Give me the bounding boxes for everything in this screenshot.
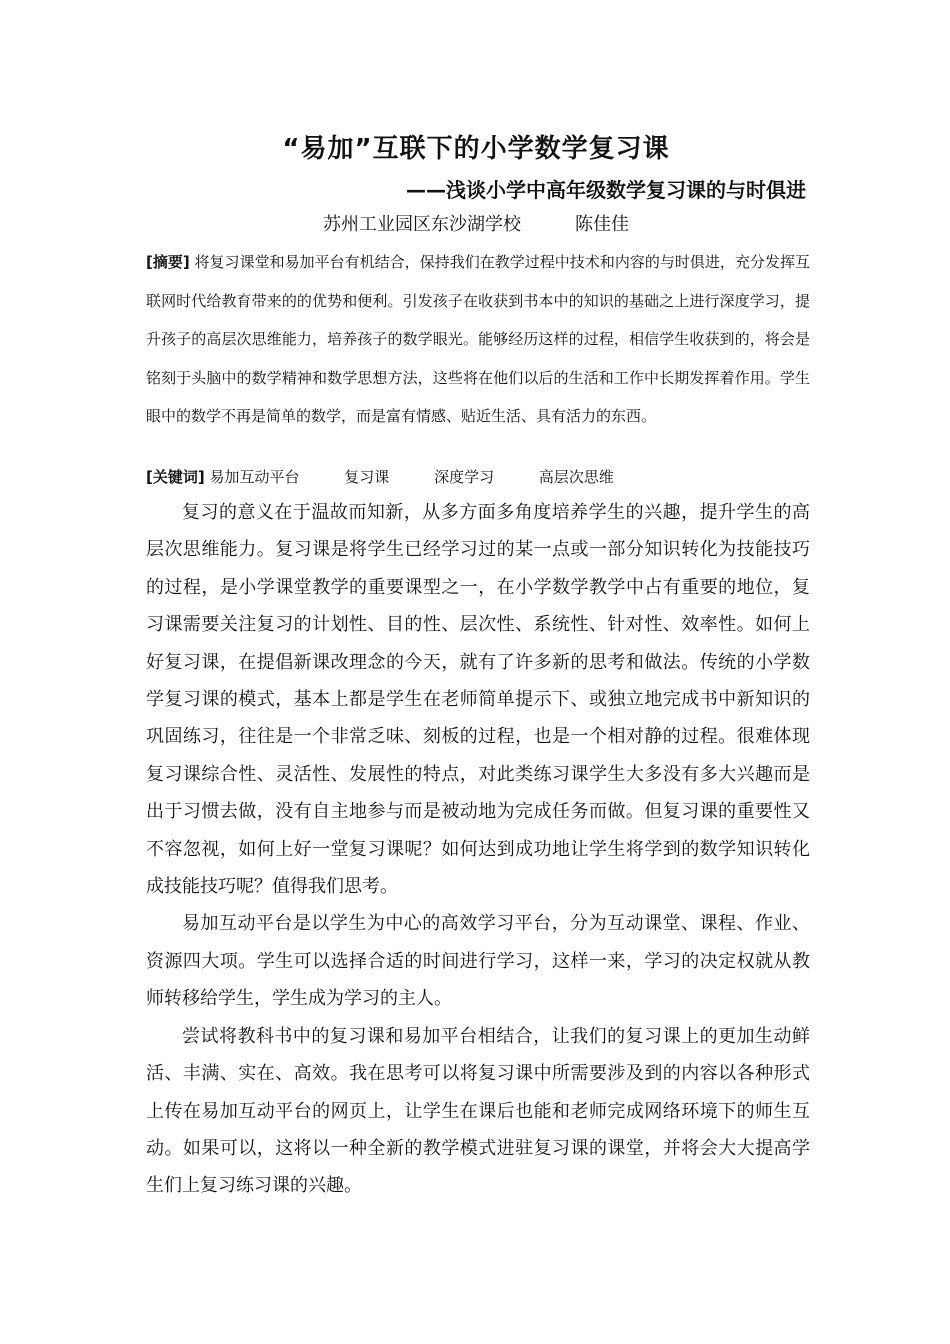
abstract-label: [摘要] <box>146 253 190 271</box>
school-name: 苏州工业园区东沙湖学校 <box>323 214 521 235</box>
document-subtitle: ——浅谈小学中高年级数学复习课的与时俱进 <box>406 178 806 202</box>
author-line <box>146 210 806 236</box>
body-paragraph: 复习的意义在于温故而知新，从多方面多角度培养学生的兴趣，提升学生的高层次思维能力。复习课是将学生已经学习过的某一点或一部分知识转化为技能技巧的过程，是小学课堂教学的重要课型之一，在小学数学教学中占有重要的地位，复习课需要关注复习的计划性、目的性、层次性、系统性、针对性、效率性。如何上好复习课，在提倡新课改理念的今天，就有了许多新的思考和做法。传统的小学数学复习课的模式，基本上都是学生在老师简单提示下、或独立地完成书中新知识的巩固练习，往往是一个非常乏味、刻板的过程，也是一个相对静的过程。很难体现复习课综合性、灵活性、发展性的特点，对此类练习课学生大多没有多大兴趣而是出于习惯去做，没有自主地参与而是被动地为完成任务而做。但复习课的重要性又不容忽视，如何上好一堂复习课呢？如何达到成功地让学生将学到的数学知识转化成技能技巧呢？值得我们思考。 <box>146 502 810 898</box>
author-name: 陈佳佳 <box>575 214 629 235</box>
keywords-label: [关键词] <box>146 468 205 486</box>
body-text <box>146 494 810 1205</box>
document-title: “易加”互联下的小学数学复习课 <box>282 134 670 164</box>
keyword: 复习课 <box>344 468 390 486</box>
keyword: 高层次思维 <box>538 468 614 486</box>
keyword: 易加互动平台 <box>209 468 300 486</box>
abstract <box>146 243 810 436</box>
body-paragraph: 尝试将教科书中的复习课和易加平台相结合，让我们的复习课上的更加生动鲜活、丰满、实在、高效。我在思考可以将复习课中所需要涉及到的内容以各种形式上传在易加互动平台的网页上，让学生在课后也能和老师完成网络环境下的师生互动。如果可以，这将以一种全新的教学模式进驻复习课的课堂，并将会大大提高学生们上复习练习课的兴趣。 <box>146 1025 810 1197</box>
body-paragraph: 易加互动平台是以学生为中心的高效学习平台，分为互动课堂、课程、作业、资源四大项。学生可以选择合适的时间进行学习，这样一来，学习的决定权就从教师转移给学生，学生成为学习的主人。 <box>146 913 810 1010</box>
keywords-line <box>146 466 654 487</box>
abstract-text: 将复习课堂和易加平台有机结合，保持我们在教学过程中技术和内容的与时俱进，充分发挥互联网时代给教育带来的的优势和便利。引发孩子在收获到书本中的知识的基础之上进行深度学习，提升孩子的高层次思维能力，培养孩子的数学眼光。能够经历这样的过程，相信学生收获到的，将会是铭刻于头脑中的数学精神和数学思想方法，这些将在他们以后的生活和工作中长期发挥着作用。学生眼中的数学不再是简单的数学，而是富有情感、贴近生活、具有活力的东西。 <box>146 253 810 425</box>
keyword: 深度学习 <box>434 468 495 486</box>
